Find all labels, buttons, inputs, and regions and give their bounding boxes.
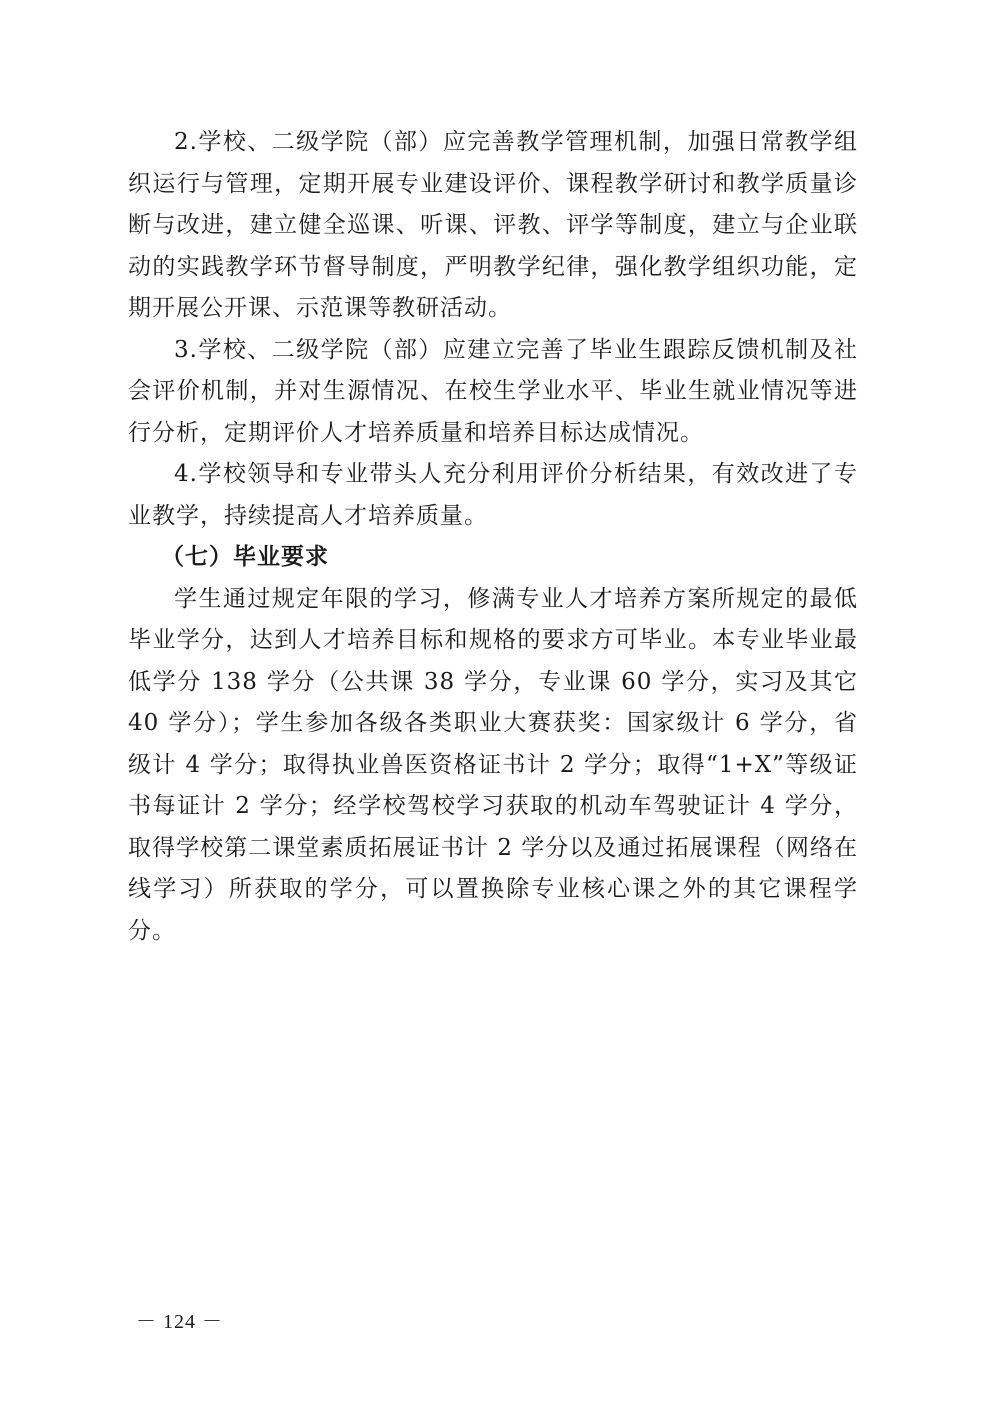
- paragraph-teaching-management: 2.学校、二级学院（部）应完善教学管理机制，加强日常教学组织运行与管理，定期开展专业建设评价、课程教学研讨和教学质量诊断与改进，建立健全巡课、听课、评教、评学等制度，建立与企业联动的实践教学环节督导制度，严明教学纪律，强化教学组织功能，定期开展公开课、示范课等教研活动。: [128, 129, 858, 321]
- page-number: － 124 －: [136, 1311, 223, 1333]
- paragraph-graduate-feedback: 3.学校、二级学院（部）应建立完善了毕业生跟踪反馈机制及社会评价机制，并对生源情况、在校生学业水平、毕业生就业情况等进行分析，定期评价人才培养质量和培养目标达成情况。: [128, 336, 858, 446]
- section-heading-graduation-requirements: （七）毕业要求: [161, 544, 329, 570]
- document-body: [128, 122, 858, 952]
- paragraph-graduation-requirements: 学生通过规定年限的学习，修满专业人才培养方案所规定的最低毕业学分，达到人才培养目标和规格的要求方可毕业。本专业毕业最低学分 138 学分（公共课 38 学分，专业课 60 学分，实习及其它 40 学分）；学生参加各级各类职业大赛获奖：国家级计 6 学分，省级计 4 学分；取得执业兽医资格证书计 2 学分；取得“1+X”等级证书每证计 2 学分；经学校驾校学习获取的机动车驾驶证计 4 学分，取得学校第二课堂素质拓展证书计 2 学分以及通过拓展课程（网络在线学习）所获取的学分，可以置换除专业核心课之外的其它课程学分。: [128, 585, 858, 944]
- paragraph-evaluation-results: 4.学校领导和专业带头人充分利用评价分析结果，有效改进了专业教学，持续提高人才培养质量。: [128, 461, 858, 529]
